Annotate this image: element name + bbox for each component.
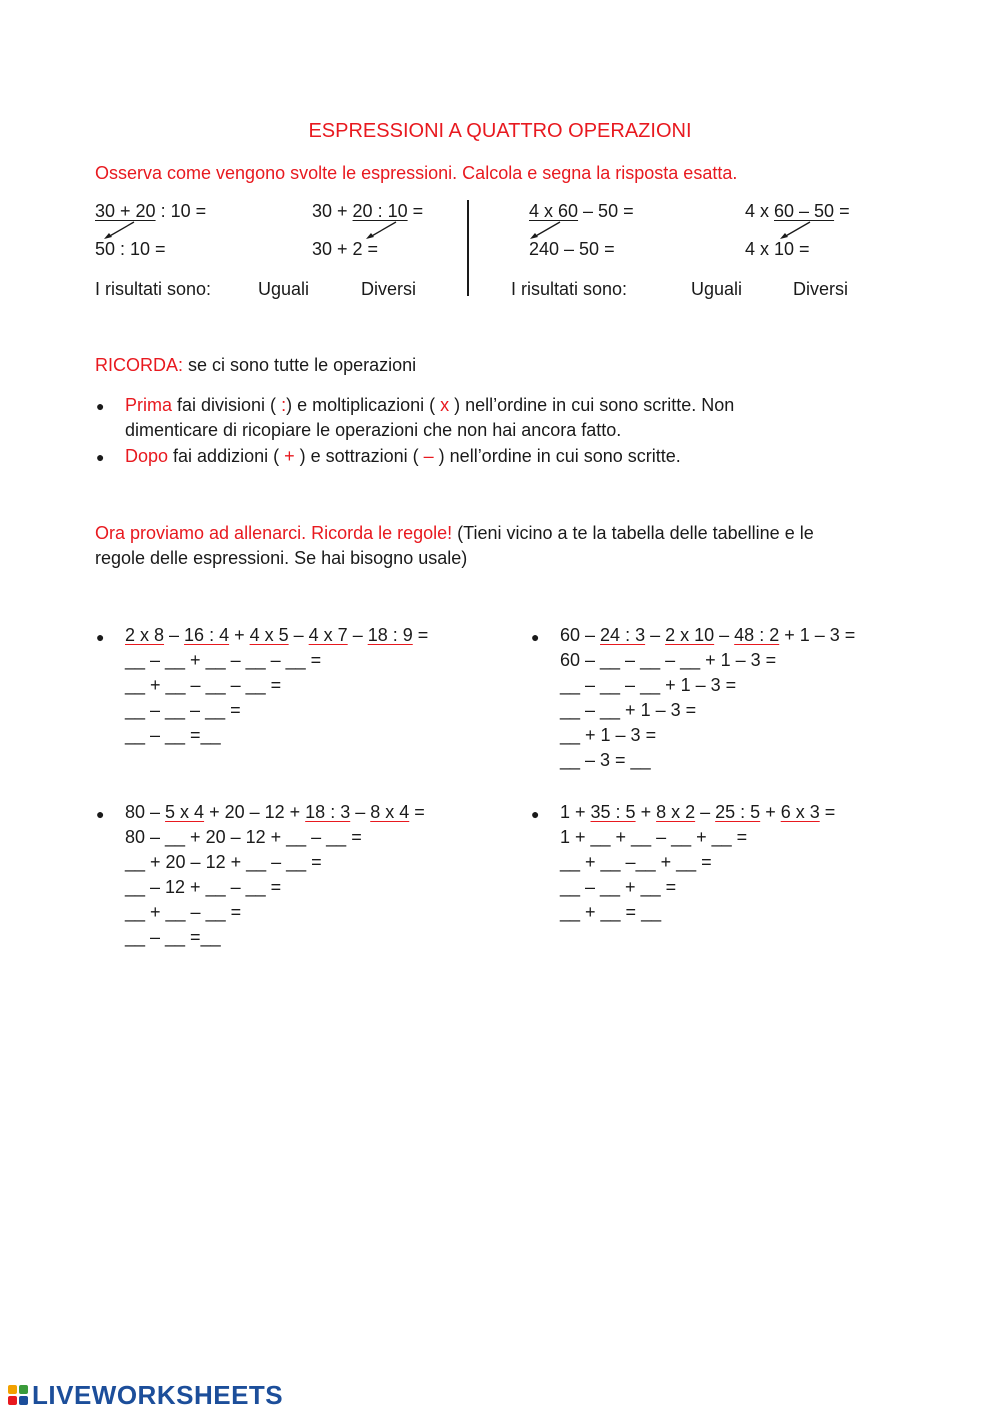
operation-highlight: 18 : 9 — [367, 625, 413, 645]
exercise-step[interactable]: __ + 20 – 12 + __ – __ = — [125, 852, 322, 872]
exercise-expression — [125, 800, 425, 825]
exercise-expression — [125, 623, 428, 648]
exercise-step[interactable]: 80 – __ + 20 – 12 + __ – __ = — [125, 827, 362, 847]
logo-icon — [8, 1385, 28, 1405]
comparison-2-step-a: 240 – 50 = — [529, 239, 615, 259]
expression-text: + — [635, 802, 657, 822]
expression-text: – — [714, 625, 735, 645]
arrow-icon — [100, 220, 140, 242]
practice-intro-line-2: regole delle espressioni. Se hai bisogno usale) — [95, 548, 468, 568]
exercise-step[interactable]: 60 – __ – __ – __ + 1 – 3 = — [560, 650, 777, 670]
operation-highlight: 24 : 3 — [600, 625, 646, 645]
logo-letter — [19, 1385, 28, 1394]
comparison-1-step-a: 50 : 10 = — [95, 239, 166, 259]
comparison-1-step-b: 30 + 2 = — [312, 239, 379, 259]
exercise-step[interactable]: __ – __ + __ = — [560, 877, 677, 897]
comparison-2-expr-b: 4 x 60 – 50 = — [745, 201, 850, 221]
exercise-step[interactable]: __ + __ – __ – __ = — [125, 675, 282, 695]
instructions: Osserva come vengono svolte le espressioni. Calcola e segna la risposta esatta. — [95, 163, 738, 183]
expression-text: – — [347, 625, 368, 645]
exercise-step[interactable]: __ + __ –__ + __ = — [560, 852, 712, 872]
brand-name: LIVEWORKSHEETS — [32, 1379, 284, 1410]
operation-highlight: 4 x 7 — [308, 625, 348, 645]
exercise-1 — [125, 623, 428, 748]
exercise-step[interactable]: __ – __ + __ – __ – __ = — [125, 650, 322, 670]
exercise-step[interactable]: __ – 3 = __ — [560, 750, 651, 770]
practice-intro: Ora proviamo ad allenarci. Ricorda le regole! (Tieni vicino a te la tabella delle tabelline e le — [95, 523, 814, 543]
comparison-2-option-diversi[interactable]: Diversi — [793, 279, 849, 299]
rule-1: Prima fai divisioni ( :) e moltiplicazioni ( x ) nell’ordine in cui sono scritte. Non — [125, 395, 735, 415]
bullet-icon: ● — [96, 806, 105, 822]
exercise-step[interactable]: __ – __ + 1 – 3 = — [560, 700, 697, 720]
comparison-1-expr-a: 30 + 20 : 10 = — [95, 201, 207, 221]
expression-text: = — [412, 625, 429, 645]
comparison-1-label: I risultati sono: — [95, 279, 212, 299]
exercise-step[interactable]: __ – __ – __ + 1 – 3 = — [560, 675, 737, 695]
operation-highlight: 25 : 5 — [715, 802, 761, 822]
bullet-icon: ● — [531, 629, 540, 645]
exercise-4 — [560, 800, 835, 925]
page-title: ESPRESSIONI A QUATTRO OPERAZIONI — [308, 120, 692, 142]
bullet-icon: ● — [96, 629, 105, 645]
operation-highlight: 8 x 4 — [370, 802, 410, 822]
exercise-2 — [560, 623, 855, 773]
exercise-step[interactable]: __ – __ =__ — [125, 725, 221, 745]
operation-highlight: 35 : 5 — [590, 802, 636, 822]
divider — [467, 200, 469, 296]
exercise-step[interactable]: 1 + __ + __ – __ + __ = — [560, 827, 748, 847]
exercise-step[interactable]: __ – __ =__ — [125, 927, 221, 947]
expression-text: 60 – — [560, 625, 601, 645]
exercise-3 — [125, 800, 425, 950]
operation-highlight: 16 : 4 — [184, 625, 230, 645]
operation-highlight: 8 x 2 — [656, 802, 696, 822]
operation-highlight: 48 : 2 — [734, 625, 780, 645]
expression-text: + 20 – 12 + — [204, 802, 306, 822]
comparison-2-option-uguali[interactable]: Uguali — [691, 279, 743, 299]
exercise-step[interactable]: __ + __ = __ — [560, 902, 662, 922]
expression-text: + — [229, 625, 250, 645]
exercise-step[interactable]: __ + 1 – 3 = — [560, 725, 657, 745]
logo-letter — [19, 1396, 28, 1405]
bullet-icon: ● — [96, 449, 105, 465]
exercise-step[interactable]: __ + __ – __ = — [125, 902, 242, 922]
exercise-step[interactable]: __ – 12 + __ – __ = — [125, 877, 282, 897]
liveworksheets-logo — [8, 1380, 283, 1410]
operation-highlight: 6 x 3 — [780, 802, 820, 822]
comparison-2-label: I risultati sono: — [511, 279, 628, 299]
rule-1-line-2: dimenticare di ricopiare le operazioni che non hai ancora fatto. — [125, 420, 622, 440]
logo-letter — [8, 1385, 17, 1394]
bullet-icon: ● — [531, 806, 540, 822]
expression-text: – — [288, 625, 309, 645]
arrow-icon — [362, 220, 402, 242]
comparison-1-expr-b: 30 + 20 : 10 = — [312, 201, 424, 221]
exercise-step[interactable]: __ – __ – __ = — [125, 700, 241, 720]
expression-text: = — [409, 802, 425, 822]
expression-text: + 1 – 3 = — [779, 625, 856, 645]
operation-highlight: 5 x 4 — [165, 802, 205, 822]
operation-highlight: 18 : 3 — [305, 802, 351, 822]
operation-highlight: 4 x 5 — [249, 625, 289, 645]
expression-text: 1 + — [560, 802, 591, 822]
expression-text: 80 – — [125, 802, 166, 822]
comparison-1-option-diversi[interactable]: Diversi — [361, 279, 417, 299]
ricorda-heading: RICORDA: se ci sono tutte le operazioni — [95, 355, 417, 375]
comparison-1-option-uguali[interactable]: Uguali — [258, 279, 310, 299]
operation-highlight: 2 x 8 — [125, 625, 165, 645]
exercise-expression — [560, 623, 855, 648]
expression-text: – — [350, 802, 371, 822]
expression-text: – — [164, 625, 185, 645]
operation-highlight: 2 x 10 — [665, 625, 715, 645]
logo-letter — [8, 1396, 17, 1405]
expression-text: = — [819, 802, 836, 822]
expression-text: + — [760, 802, 781, 822]
expression-text: – — [645, 625, 666, 645]
bullet-icon: ● — [96, 398, 105, 414]
exercise-expression — [560, 800, 835, 825]
rule-2: Dopo fai addizioni ( + ) e sottrazioni ( – ) nell’ordine in cui sono scritte. — [125, 446, 681, 466]
expression-text: – — [695, 802, 716, 822]
comparison-2-expr-a: 4 x 60 – 50 = — [529, 201, 634, 221]
comparison-2-step-b: 4 x 10 = — [745, 239, 810, 259]
arrow-icon — [526, 220, 566, 242]
arrow-icon — [776, 220, 816, 242]
